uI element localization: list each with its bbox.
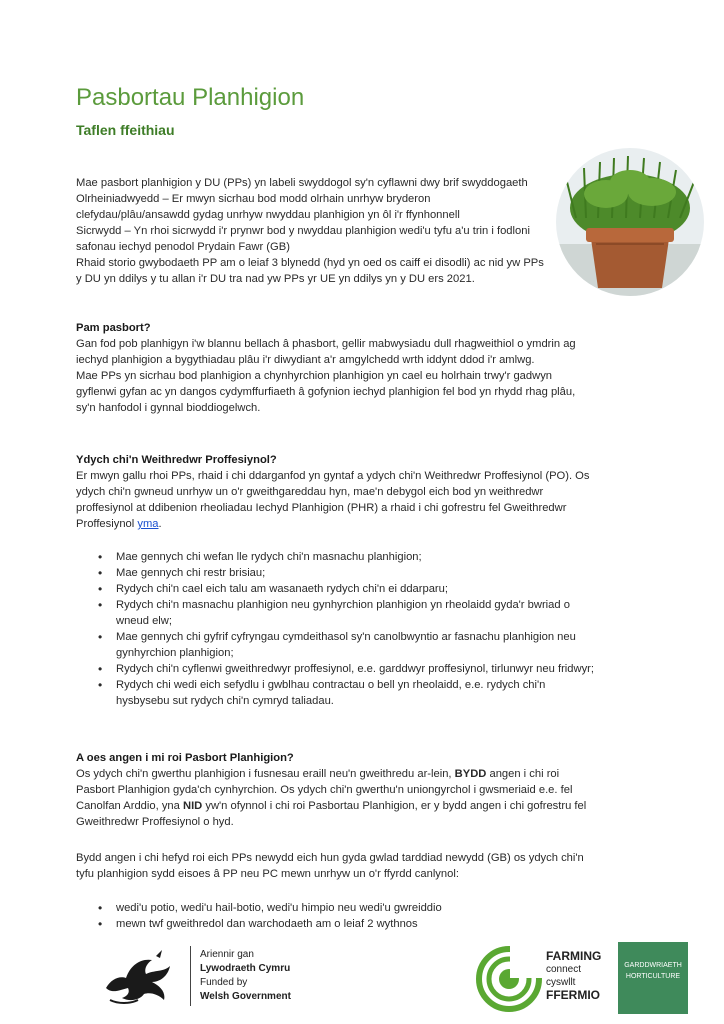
gov-name-welsh: Lywodraeth Cymru xyxy=(200,963,291,974)
traceability-paragraph: Olrheiniadwyedd – Er mwyn sicrhau bod modd olrhain unrhyw bryderon clefydau/plâu/ansawdd gydag unrhyw nwyddau planhigion yn ôl i'r ffynhonnell xyxy=(76,193,460,221)
horticulture-badge xyxy=(618,942,688,1014)
section-heading: A oes angen i mi roi Pasbort Planhigion? xyxy=(76,752,294,764)
need-text-c: yw'n ofynnol i chi roi Pasbortau Planhigion, er y bydd angen i chi gofrestru fel Gweithredwr Proffesiynol o hyd. xyxy=(76,800,587,828)
intro-paragraph: Mae pasbort planhigion y DU (PPs) yn labeli swyddogol sy'n cyflawni dwy brif swyddogaeth xyxy=(76,177,528,189)
need-text-a: Os ydych chi'n gwerthu planhigion i fusnesau eraill neu'n gweithredu ar-lein, xyxy=(76,768,455,780)
operator-paragraph xyxy=(76,468,594,532)
operator-criteria-list xyxy=(76,549,594,709)
page-subtitle: Taflen ffeithiau xyxy=(76,122,175,138)
hort-welsh: GARDDWRIAETH xyxy=(624,962,682,969)
growing-criteria-list xyxy=(76,900,594,932)
list-item: • Rydych chi'n cyflenwi gweithredwyr proffesiynol, e.e. garddwyr proffesiynol, tirlunwyr neu fridwyr; xyxy=(76,661,594,677)
need-passport-section xyxy=(76,750,594,830)
list-item: • mewn twf gweithredol dan warchodaeth am o leiaf 2 wythnos xyxy=(76,916,594,932)
hort-english: HORTICULTURE xyxy=(625,973,681,980)
need-bold-nid: NID xyxy=(182,800,203,812)
new-passport-section xyxy=(76,850,594,882)
list-item: • wedi'u potio, wedi'u hail-botio, wedi'u himpio neu wedi'u gwreiddio xyxy=(76,900,594,916)
storage-paragraph: Rhaid storio gwybodaeth PP am o leiaf 3 blynedd (hyd yn oed os caiff ei disodli) ac nid yw PPs y DU yn ddilys y tu allan i'r DU tra nad yw PPs yr UE yn ddilys yn y DU ers 2021. xyxy=(76,257,544,285)
list-item: • Mae gennych chi wefan lle rydych chi'n masnachu planhigion; xyxy=(76,549,594,565)
welsh-government-funding xyxy=(200,948,291,1004)
welsh-dragon-logo xyxy=(100,948,184,1011)
page-title: Pasbortau Planhigion xyxy=(76,84,305,111)
register-here-link[interactable]: yma xyxy=(137,518,159,530)
section-heading: Pam pasbort? xyxy=(76,322,151,334)
list-item: • Rydych chi'n masnachu planhigion neu gynhyrchion planhigion yn rheolaidd gyda'r bwriad o wneud elw; xyxy=(76,597,594,629)
funded-by-welsh: Ariennir gan xyxy=(200,949,254,960)
assurance-paragraph: Sicrwydd – Yn rhoi sicrwydd i'r prynwr bod y nwyddau planhigion wedi'u tyfu a'u trin i fodloni safonau iechyd penodol Prydain Fawr (GB) xyxy=(76,225,530,253)
list-item: • Rydych chi wedi eich sefydlu i gwblhau contractau o bell yn rheolaidd, e.e. rydych chi'n hysbysebu sut rydych chi'n cymryd taliadau. xyxy=(76,677,594,709)
need-bold-bydd: BYDD xyxy=(454,768,487,780)
need-paragraph-1 xyxy=(76,766,594,830)
need-paragraph-2: Bydd angen i chi hefyd roi eich PPs newydd eich hun gyda gwlad tarddiad newydd (GB) os ydych chi'n tyfu planhigion sydd eisoes â PP neu PC mewn unrhyw un o'r ffyrdd canlynol: xyxy=(76,852,584,880)
professional-operator-section xyxy=(76,452,594,532)
farming-text: FARMING xyxy=(546,949,602,963)
farming-connect-text xyxy=(546,950,601,1002)
why-passport-section xyxy=(76,320,594,416)
why-paragraph-2: Mae PPs yn sicrhau bod planhigion a chynhyrchion planhigion yn cael eu holrhain trwy'r gadwyn gyflenwi gyfan ac yn dangos cydymffurfiaeth â gofynion iechyd planhigion fel bod yn rhydd rhag plâu, sy'n hanfodol i gynnal bioddiogelwch. xyxy=(76,370,576,414)
operator-paragraph-suffix: . xyxy=(158,518,162,530)
list-item: • Mae gennych chi gyfrif cyfryngau cymdeithasol sy'n canolbwyntio ar fasnachu planhigion neu gynhyrchion planhigion; xyxy=(76,629,594,661)
footer-divider xyxy=(190,946,191,1006)
list-item: • Mae gennych chi restr brisiau; xyxy=(76,565,594,581)
ffermio-text: FFERMIO xyxy=(546,988,600,1002)
operator-paragraph-text: Er mwyn gallu rhoi PPs, rhaid i chi ddarganfod yn gyntaf a ydych chi'n Weithredwr Proffesiynol (PO). Os ydych chi'n gwneud unrhyw un o'r gweithgareddau hyn, mae'n debygol eich bod yn weithredwr proffesiynol at ddibenion rheoliadau Iechyd Planhigion (PHR) a rhaid i chi gofrestru fel Gweithredwr Proffesiynol xyxy=(76,470,590,530)
farming-connect-logo xyxy=(474,944,544,1019)
potted-plant-image xyxy=(556,148,704,296)
intro-section xyxy=(76,175,546,287)
gov-name-english: Welsh Government xyxy=(200,991,291,1002)
funded-by-english: Funded by xyxy=(200,977,248,988)
need-text-b: angen i chi roi Pasbort Planhigion gyda'ch cynhyrchion. Os ydych chi'n gwerthu'n uniongyrchol i gwsmeriaid e.e. fel Canolfan Arddio, yna xyxy=(76,768,573,812)
connect-text: connect xyxy=(546,964,582,975)
why-paragraph-1: Gan fod pob planhigyn i'w blannu bellach â phasbort, gellir mabwysiadu dull rhagweithiol o ymdrin ag iechyd planhigion a bygythiadau plâu i'r diwydiant a'r amgylchedd wrth iddynt ddod i'r amlwg. xyxy=(76,338,576,366)
list-item: • Rydych chi'n cael eich talu am wasanaeth rydych chi'n ei ddarparu; xyxy=(76,581,594,597)
cyswllt-text: cyswllt xyxy=(546,977,576,988)
section-heading: Ydych chi'n Weithredwr Proffesiynol? xyxy=(76,454,277,466)
